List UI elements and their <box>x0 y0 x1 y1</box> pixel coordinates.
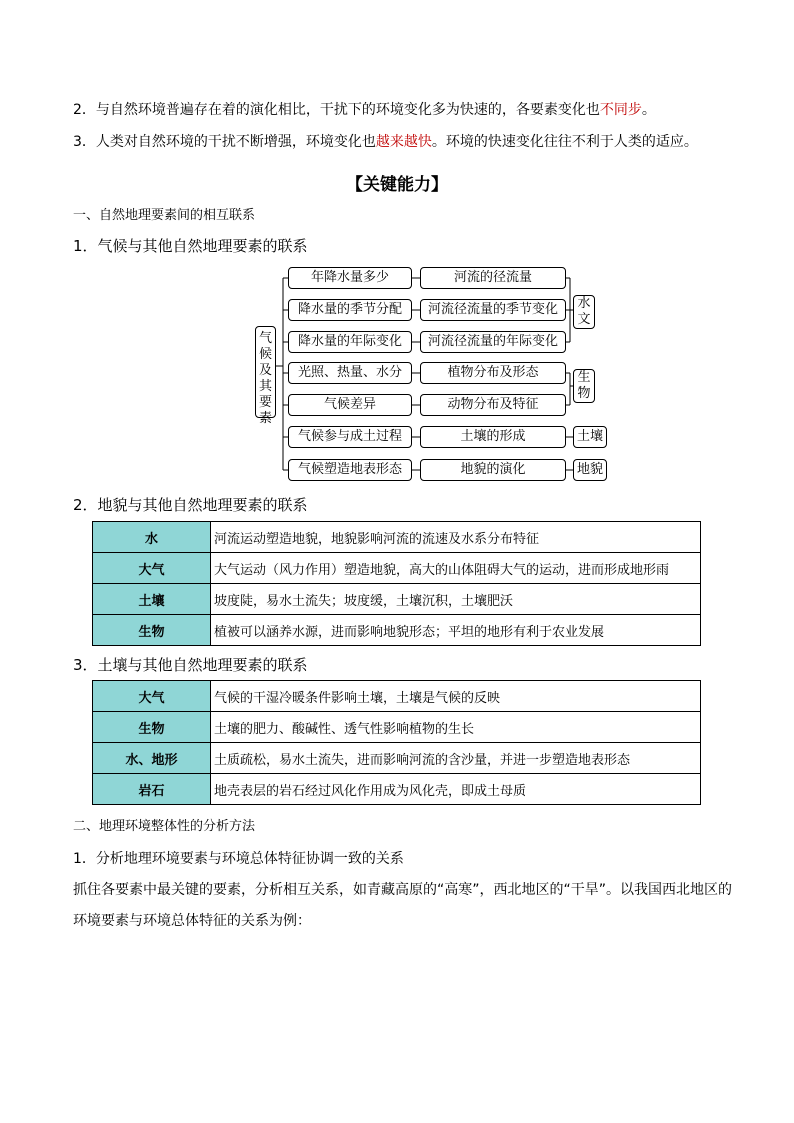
table-row <box>93 681 701 712</box>
table-row <box>93 584 701 615</box>
diagram-group-label: 水文 <box>577 296 591 327</box>
diagram-effect-box: 动物分布及特征 <box>420 394 566 416</box>
diagram-cause-box: 降水量的季节分配 <box>288 299 412 321</box>
diagram-group-biology <box>573 369 595 403</box>
part2-heading: 二、地理环境整体性的分析方法 <box>73 819 256 834</box>
table-row <box>93 712 701 743</box>
diagram-cause-box: 年降水量多少 <box>288 267 412 289</box>
table-value-cell: 地壳表层的岩石经过风化作用成为风化壳，即成土母质 <box>211 774 701 805</box>
table-key-cell: 土壤 <box>93 584 211 615</box>
part1-item1-title: 1．气候与其他自然地理要素的联系 <box>73 237 308 255</box>
diagram-group-hydrology <box>573 295 595 329</box>
part2-item1-title: 1．分析地理环境要素与环境总体特征协调一致的关系 <box>73 851 404 867</box>
part1-item2-title: 2．地貌与其他自然地理要素的联系 <box>73 496 308 514</box>
diagram-group-soil: 土壤 <box>573 426 607 448</box>
table-row <box>93 615 701 646</box>
diagram-effect-box: 河流的径流量 <box>420 267 566 289</box>
diagram-root <box>255 326 276 426</box>
diagram-cause-box: 降水量的年际变化 <box>288 331 412 353</box>
diagram-effect-box: 地貌的演化 <box>420 459 566 481</box>
table-value-cell: 土质疏松，易水土流失，进而影响河流的含沙量，并进一步塑造地表形态 <box>211 743 701 774</box>
soil-relations-table <box>92 680 701 805</box>
intro-line-2-end: 。 <box>641 102 656 118</box>
diagram-effect-box: 植物分布及形态 <box>420 362 566 384</box>
table-row <box>93 743 701 774</box>
diagram-effect-box: 河流径流量的季节变化 <box>420 299 566 321</box>
diagram-group-label: 生物 <box>577 370 591 401</box>
intro-line-3-text: 3．人类对自然环境的干扰不断增强，环境变化也 <box>73 134 376 150</box>
table-key-cell: 大气 <box>93 553 211 584</box>
landform-relations-table <box>92 521 701 646</box>
diagram-root-label: 气候及其要素 <box>258 331 272 426</box>
intro-line-3-end: 。环境的快速变化往往不利于人类的适应。 <box>431 134 698 150</box>
table-row <box>93 774 701 805</box>
intro-line-2-text: 2．与自然环境普遍存在着的演化相比，干扰下的环境变化多为快速的，各要素变化也 <box>73 102 600 118</box>
diagram-cause-box: 气候差异 <box>288 394 412 416</box>
intro-line-2-highlight: 不同步 <box>599 102 642 118</box>
table-key-cell: 大气 <box>93 681 211 712</box>
table-value-cell: 河流运动塑造地貌，地貌影响河流的流速及水系分布特征 <box>211 522 701 553</box>
table-value-cell: 坡度陡，易水土流失；坡度缓，土壤沉积，土壤肥沃 <box>211 584 701 615</box>
table-row <box>93 522 701 553</box>
diagram-effect-box: 土壤的形成 <box>420 426 566 448</box>
table-value-cell: 土壤的肥力、酸碱性、透气性影响植物的生长 <box>211 712 701 743</box>
table-key-cell: 岩石 <box>93 774 211 805</box>
intro-line-3-highlight: 越来越快 <box>375 134 432 150</box>
part2-paragraph-line-1: 抓住各要素中最关键的要素，分析相互关系，如青藏高原的“高寒”，西北地区的“干旱”。以我国西北地区的 <box>73 882 733 898</box>
diagram-cause-box: 光照、热量、水分 <box>288 362 412 384</box>
table-key-cell: 生物 <box>93 712 211 743</box>
diagram-cause-box: 气候塑造地表形态 <box>288 459 412 481</box>
table-value-cell: 气候的干湿冷暖条件影响土壤，土壤是气候的反映 <box>211 681 701 712</box>
intro-line-2 <box>73 100 656 120</box>
table-row <box>93 553 701 584</box>
table-key-cell: 水 <box>93 522 211 553</box>
diagram-cause-box: 气候参与成土过程 <box>288 426 412 448</box>
table-value-cell: 植被可以涵养水源，进而影响地貌形态；平坦的地形有利于农业发展 <box>211 615 701 646</box>
table-key-cell: 生物 <box>93 615 211 646</box>
table-value-cell: 大气运动（风力作用）塑造地貌，高大的山体阻碍大气的运动，进而形成地形雨 <box>211 553 701 584</box>
part1-item3-title: 3．土壤与其他自然地理要素的联系 <box>73 656 308 674</box>
part2-paragraph-line-2: 环境要素与环境总体特征的关系为例： <box>73 913 311 929</box>
diagram-group-landform: 地貌 <box>573 459 607 481</box>
part1-heading: 一、自然地理要素间的相互联系 <box>73 208 256 223</box>
table-key-cell: 水、地形 <box>93 743 211 774</box>
climate-relations-diagram <box>250 262 620 488</box>
intro-line-3 <box>73 132 698 152</box>
section-title: 【关键能力】 <box>346 175 448 195</box>
diagram-effect-box: 河流径流量的年际变化 <box>420 331 566 353</box>
